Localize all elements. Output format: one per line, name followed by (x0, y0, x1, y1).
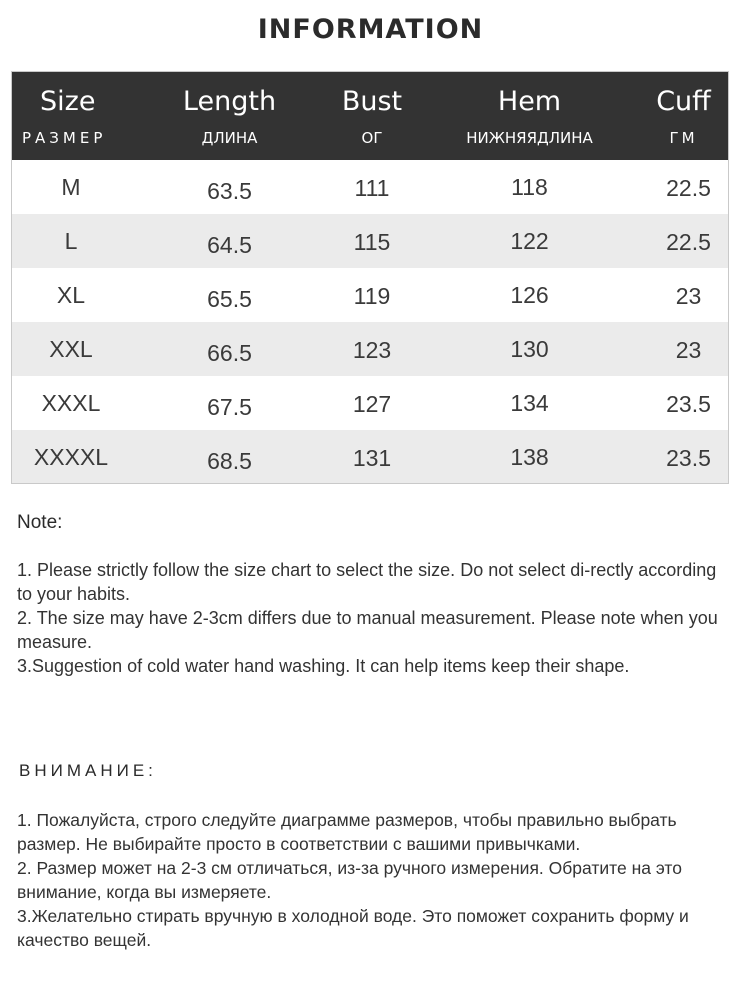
table-row (12, 268, 728, 322)
cell-cuff: 23 (675, 283, 702, 309)
cell-hem: 126 (510, 282, 549, 308)
note-list (17, 558, 727, 678)
header-length-label: Length (182, 86, 277, 117)
cell-length: 68.5 (207, 448, 252, 474)
header-length (157, 72, 302, 160)
cell-cuff: 22.5 (666, 175, 711, 201)
page-title: INFORMATION (257, 14, 484, 45)
cell-length: 67.5 (207, 394, 252, 420)
table-row (12, 160, 728, 214)
cell-size: XXXXL (33, 444, 109, 470)
cell-bust: 127 (352, 391, 392, 417)
table-row (12, 376, 728, 430)
header-cuff-label-ru: ГМ (669, 129, 698, 147)
cell-length: 66.5 (207, 340, 252, 366)
table-row (12, 322, 728, 376)
note-item: 2. The size may have 2-3cm differs due to manual measurement. Please note when you measure. (17, 608, 718, 652)
header-bust-label: Bust (341, 86, 403, 117)
cell-cuff: 23.5 (666, 445, 711, 471)
header-size-label: Size (40, 86, 96, 117)
header-bust-label-ru: ОГ (361, 129, 383, 147)
header-size (12, 72, 126, 160)
header-hem-label-ru: НИЖНЯЯДЛИНА (466, 129, 593, 147)
header-length-label-ru: ДЛИНА (201, 129, 258, 147)
ru-note-item: 2. Размер может на 2-3 см отличаться, из-за ручного измерения. Обратите на это внимание, когда вы измеряете. (17, 858, 682, 902)
ru-note-item: 3.Желательно стирать вручную в холодной воде. Это поможет сохранить форму и качество вещей. (17, 906, 689, 950)
cell-size: XXL (49, 336, 93, 362)
ru-note-item: 1. Пожалуйста, строго следуйте диаграмме размеров, чтобы правильно выбрать размер. Не выбирайте просто в соответствии с вашими привычками. (17, 810, 677, 854)
note-item: 3.Suggestion of cold water hand washing. It can help items keep their shape. (17, 656, 630, 676)
cell-bust: 119 (353, 283, 391, 309)
header-hem-label: Hem (497, 86, 562, 117)
cell-hem: 138 (510, 444, 549, 470)
note-heading: Note: (17, 512, 63, 533)
size-chart-table (11, 71, 729, 484)
header-cuff (637, 72, 729, 160)
cell-bust: 111 (354, 175, 390, 201)
cell-bust: 123 (352, 337, 392, 363)
cell-cuff: 23 (675, 337, 702, 363)
header-bust (322, 72, 422, 160)
note-item: 1. Please strictly follow the size chart to select the size. Do not select di-rectly according to your habits. (17, 560, 717, 604)
cell-hem: 118 (511, 174, 548, 200)
table-row (12, 214, 728, 268)
table-header (12, 72, 728, 160)
cell-length: 64.5 (207, 232, 252, 258)
cell-size: M (61, 174, 81, 200)
cell-length: 63.5 (207, 178, 252, 204)
cell-bust: 131 (352, 445, 392, 471)
header-cuff-label: Cuff (656, 86, 711, 117)
cell-size: XL (56, 282, 86, 308)
ru-note-heading: ВНИМАНИЕ: (19, 761, 157, 780)
cell-cuff: 23.5 (666, 391, 711, 417)
cell-length: 65.5 (207, 286, 252, 312)
cell-hem: 134 (510, 390, 549, 416)
cell-size: XXXL (41, 390, 101, 416)
cell-cuff: 22.5 (666, 229, 711, 255)
header-size-label-ru: РАЗМЕР (22, 129, 107, 147)
cell-bust: 115 (353, 229, 391, 255)
cell-size: L (64, 228, 78, 254)
ru-note-list (17, 808, 729, 952)
cell-hem: 130 (510, 336, 549, 362)
cell-hem: 122 (510, 228, 549, 254)
header-hem (447, 72, 612, 160)
table-row (12, 430, 728, 484)
